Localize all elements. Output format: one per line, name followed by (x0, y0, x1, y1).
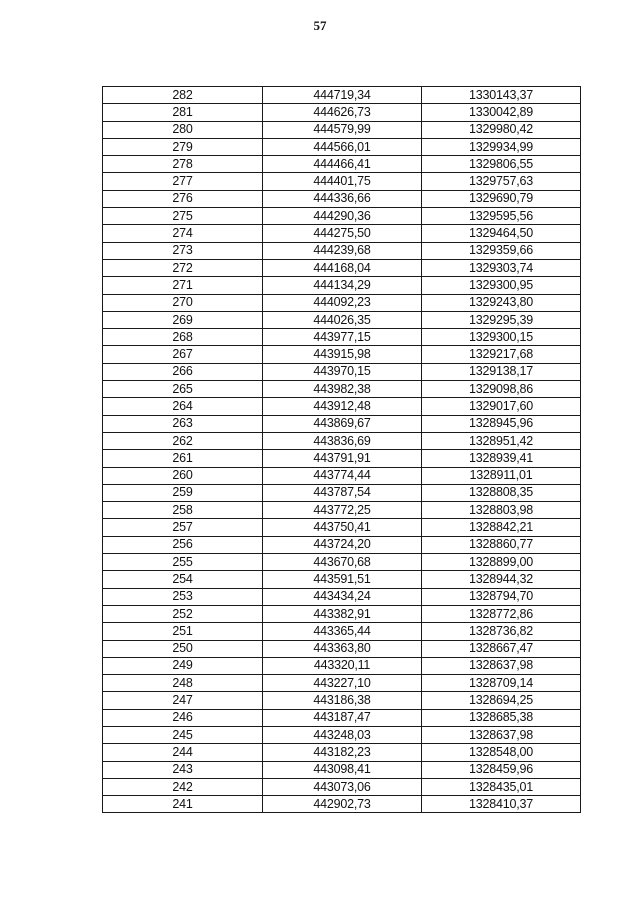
table-row (103, 640, 581, 657)
table-row (103, 554, 581, 571)
y-coordinate-cell: 1328911,01 (422, 467, 581, 484)
table-row (103, 709, 581, 726)
point-number-cell: 249 (103, 657, 263, 674)
x-coordinate-cell: 443382,91 (263, 605, 422, 622)
table-row (103, 675, 581, 692)
y-coordinate-cell: 1329464,50 (422, 225, 581, 242)
point-number-cell: 277 (103, 173, 263, 190)
x-coordinate-cell: 444401,75 (263, 173, 422, 190)
x-coordinate-cell: 443187,47 (263, 709, 422, 726)
x-coordinate-cell: 443320,11 (263, 657, 422, 674)
x-coordinate-cell: 443073,06 (263, 778, 422, 795)
point-number-cell: 274 (103, 225, 263, 242)
table-row (103, 87, 581, 104)
point-number-cell: 258 (103, 502, 263, 519)
table-row (103, 571, 581, 588)
x-coordinate-cell: 442902,73 (263, 796, 422, 813)
y-coordinate-cell: 1328939,41 (422, 450, 581, 467)
y-coordinate-cell: 1328637,98 (422, 726, 581, 743)
point-number-cell: 260 (103, 467, 263, 484)
point-number-cell: 275 (103, 208, 263, 225)
x-coordinate-cell: 444026,35 (263, 311, 422, 328)
x-coordinate-cell: 443434,24 (263, 588, 422, 605)
x-coordinate-cell: 444092,23 (263, 294, 422, 311)
x-coordinate-cell: 444336,66 (263, 190, 422, 207)
y-coordinate-cell: 1329138,17 (422, 363, 581, 380)
table-row (103, 121, 581, 138)
table-row (103, 657, 581, 674)
table-row (103, 363, 581, 380)
x-coordinate-cell: 443982,38 (263, 381, 422, 398)
point-number-cell: 273 (103, 242, 263, 259)
x-coordinate-cell: 444719,34 (263, 87, 422, 104)
table-row (103, 536, 581, 553)
y-coordinate-cell: 1330143,37 (422, 87, 581, 104)
x-coordinate-cell: 443912,48 (263, 398, 422, 415)
point-number-cell: 279 (103, 138, 263, 155)
point-number-cell: 259 (103, 484, 263, 501)
y-coordinate-cell: 1328860,77 (422, 536, 581, 553)
y-coordinate-cell: 1328709,14 (422, 675, 581, 692)
point-number-cell: 251 (103, 623, 263, 640)
table-row (103, 726, 581, 743)
point-number-cell: 265 (103, 381, 263, 398)
y-coordinate-cell: 1328944,32 (422, 571, 581, 588)
x-coordinate-cell: 443774,44 (263, 467, 422, 484)
table-row (103, 519, 581, 536)
table-row (103, 381, 581, 398)
point-number-cell: 264 (103, 398, 263, 415)
point-number-cell: 252 (103, 605, 263, 622)
point-number-cell: 272 (103, 259, 263, 276)
point-number-cell: 266 (103, 363, 263, 380)
y-coordinate-cell: 1329217,68 (422, 346, 581, 363)
table-row (103, 329, 581, 346)
y-coordinate-cell: 1328899,00 (422, 554, 581, 571)
y-coordinate-cell: 1328794,70 (422, 588, 581, 605)
y-coordinate-cell: 1328410,37 (422, 796, 581, 813)
x-coordinate-cell: 443970,15 (263, 363, 422, 380)
x-coordinate-cell: 444290,36 (263, 208, 422, 225)
y-coordinate-cell: 1329303,74 (422, 259, 581, 276)
point-number-cell: 246 (103, 709, 263, 726)
x-coordinate-cell: 443670,68 (263, 554, 422, 571)
point-number-cell: 278 (103, 156, 263, 173)
x-coordinate-cell: 443787,54 (263, 484, 422, 501)
x-coordinate-cell: 444134,29 (263, 277, 422, 294)
table-row (103, 623, 581, 640)
point-number-cell: 254 (103, 571, 263, 588)
point-number-cell: 253 (103, 588, 263, 605)
table-row (103, 208, 581, 225)
x-coordinate-cell: 443791,91 (263, 450, 422, 467)
y-coordinate-cell: 1329757,63 (422, 173, 581, 190)
y-coordinate-cell: 1329098,86 (422, 381, 581, 398)
table-row (103, 398, 581, 415)
y-coordinate-cell: 1328803,98 (422, 502, 581, 519)
point-number-cell: 262 (103, 432, 263, 449)
x-coordinate-cell: 443750,41 (263, 519, 422, 536)
y-coordinate-cell: 1328945,96 (422, 415, 581, 432)
point-number-cell: 243 (103, 761, 263, 778)
x-coordinate-cell: 443591,51 (263, 571, 422, 588)
table-row (103, 173, 581, 190)
x-coordinate-cell: 443098,41 (263, 761, 422, 778)
x-coordinate-cell: 443248,03 (263, 726, 422, 743)
table-row (103, 225, 581, 242)
y-coordinate-cell: 1329359,66 (422, 242, 581, 259)
x-coordinate-cell: 444566,01 (263, 138, 422, 155)
table-row (103, 277, 581, 294)
x-coordinate-cell: 443365,44 (263, 623, 422, 640)
x-coordinate-cell: 444466,41 (263, 156, 422, 173)
y-coordinate-cell: 1328685,38 (422, 709, 581, 726)
point-number-cell: 271 (103, 277, 263, 294)
y-coordinate-cell: 1328694,25 (422, 692, 581, 709)
table-row (103, 104, 581, 121)
table-row (103, 138, 581, 155)
coordinates-table-body (103, 87, 581, 813)
point-number-cell: 276 (103, 190, 263, 207)
x-coordinate-cell: 444239,68 (263, 242, 422, 259)
table-row (103, 796, 581, 813)
y-coordinate-cell: 1328772,86 (422, 605, 581, 622)
y-coordinate-cell: 1328951,42 (422, 432, 581, 449)
x-coordinate-cell: 443363,80 (263, 640, 422, 657)
y-coordinate-cell: 1329300,15 (422, 329, 581, 346)
table-row (103, 190, 581, 207)
point-number-cell: 261 (103, 450, 263, 467)
x-coordinate-cell: 443915,98 (263, 346, 422, 363)
table-row (103, 294, 581, 311)
point-number-cell: 247 (103, 692, 263, 709)
point-number-cell: 242 (103, 778, 263, 795)
y-coordinate-cell: 1329806,55 (422, 156, 581, 173)
table-row (103, 467, 581, 484)
table-row (103, 605, 581, 622)
point-number-cell: 269 (103, 311, 263, 328)
point-number-cell: 267 (103, 346, 263, 363)
point-number-cell: 282 (103, 87, 263, 104)
x-coordinate-cell: 443182,23 (263, 744, 422, 761)
table-row (103, 311, 581, 328)
y-coordinate-cell: 1329690,79 (422, 190, 581, 207)
point-number-cell: 280 (103, 121, 263, 138)
point-number-cell: 281 (103, 104, 263, 121)
page-number: 57 (313, 18, 327, 33)
point-number-cell: 263 (103, 415, 263, 432)
table-row (103, 744, 581, 761)
y-coordinate-cell: 1329243,80 (422, 294, 581, 311)
y-coordinate-cell: 1328842,21 (422, 519, 581, 536)
y-coordinate-cell: 1328459,96 (422, 761, 581, 778)
table-row (103, 502, 581, 519)
point-number-cell: 270 (103, 294, 263, 311)
point-number-cell: 268 (103, 329, 263, 346)
table-row (103, 242, 581, 259)
table-row (103, 432, 581, 449)
x-coordinate-cell: 443869,67 (263, 415, 422, 432)
y-coordinate-cell: 1329295,39 (422, 311, 581, 328)
y-coordinate-cell: 1330042,89 (422, 104, 581, 121)
point-number-cell: 244 (103, 744, 263, 761)
table-row (103, 761, 581, 778)
table-row (103, 484, 581, 501)
point-number-cell: 250 (103, 640, 263, 657)
y-coordinate-cell: 1328435,01 (422, 778, 581, 795)
y-coordinate-cell: 1328667,47 (422, 640, 581, 657)
x-coordinate-cell: 444168,04 (263, 259, 422, 276)
x-coordinate-cell: 443724,20 (263, 536, 422, 553)
x-coordinate-cell: 444626,73 (263, 104, 422, 121)
x-coordinate-cell: 443977,15 (263, 329, 422, 346)
coordinates-table (102, 86, 581, 813)
point-number-cell: 245 (103, 726, 263, 743)
y-coordinate-cell: 1328548,00 (422, 744, 581, 761)
x-coordinate-cell: 443227,10 (263, 675, 422, 692)
y-coordinate-cell: 1328808,35 (422, 484, 581, 501)
x-coordinate-cell: 444579,99 (263, 121, 422, 138)
x-coordinate-cell: 443836,69 (263, 432, 422, 449)
table-row (103, 692, 581, 709)
y-coordinate-cell: 1328637,98 (422, 657, 581, 674)
table-row (103, 415, 581, 432)
table-row (103, 156, 581, 173)
x-coordinate-cell: 443186,38 (263, 692, 422, 709)
y-coordinate-cell: 1329300,95 (422, 277, 581, 294)
y-coordinate-cell: 1328736,82 (422, 623, 581, 640)
y-coordinate-cell: 1329934,99 (422, 138, 581, 155)
y-coordinate-cell: 1329017,60 (422, 398, 581, 415)
point-number-cell: 256 (103, 536, 263, 553)
y-coordinate-cell: 1329980,42 (422, 121, 581, 138)
point-number-cell: 241 (103, 796, 263, 813)
point-number-cell: 255 (103, 554, 263, 571)
table-row (103, 259, 581, 276)
x-coordinate-cell: 444275,50 (263, 225, 422, 242)
y-coordinate-cell: 1329595,56 (422, 208, 581, 225)
table-row (103, 588, 581, 605)
table-row (103, 346, 581, 363)
table-row (103, 450, 581, 467)
table-row (103, 778, 581, 795)
x-coordinate-cell: 443772,25 (263, 502, 422, 519)
point-number-cell: 257 (103, 519, 263, 536)
point-number-cell: 248 (103, 675, 263, 692)
